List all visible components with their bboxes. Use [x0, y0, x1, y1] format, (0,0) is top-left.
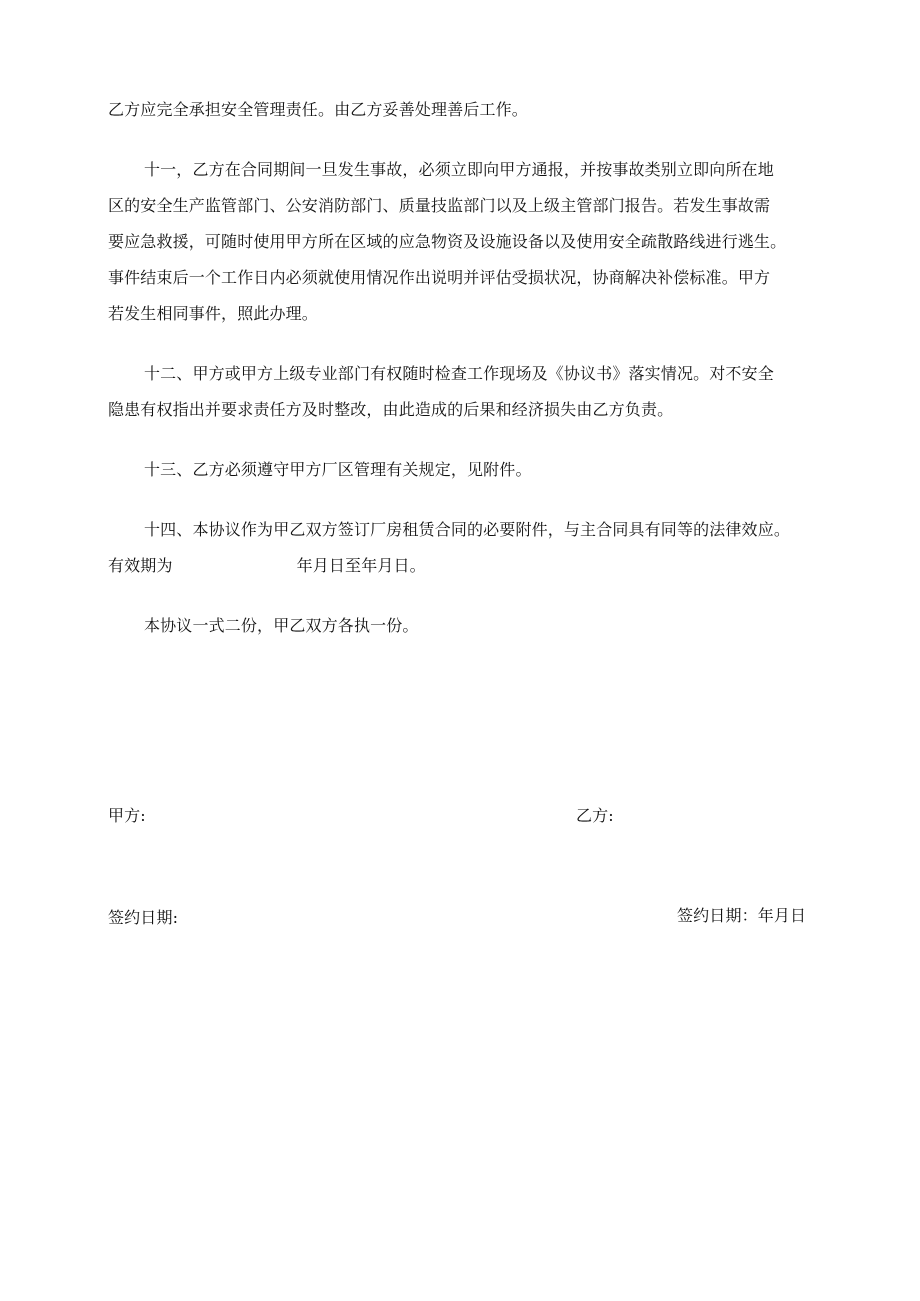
- clause-12-line-1: 十二、甲方或甲方上级专业部门有权随时检查工作现场及《协议书》落实情况。对不安全: [144, 364, 774, 383]
- clause-11-line-3: 要应急救援，可随时使用甲方所在区域的应急物资及设施设备以及使用安全疏散路线进行逃生。: [108, 232, 787, 251]
- clause-11-line-5: 若发生相同事件，照此办理。: [108, 304, 318, 323]
- clause-13-line-1: 十三、乙方必须遵守甲方厂区管理有关规定，见附件。: [144, 460, 532, 479]
- party-a-label: 甲方:: [108, 806, 146, 825]
- clause-11-line-1: 十一，乙方在合同期间一旦发生事故，必须立即向甲方通报，并按事故类别立即向所在地: [144, 160, 774, 179]
- validity-label: 有效期为: [108, 556, 173, 575]
- validity-dates: 年月日至年月日。: [296, 556, 426, 575]
- clause-11-line-4: 事件结束后一个工作日内必须就使用情况作出说明并评估受损状况，协商解决补偿标准。甲方: [108, 268, 771, 287]
- copies-line: 本协议一式二份，甲乙双方各执一份。: [144, 616, 419, 635]
- clause-11-line-2: 区的安全生产监管部门、公安消防部门、质量技监部门以及上级主管部门报告。若发生事故需: [108, 196, 771, 215]
- clause-line: 乙方应完全承担安全管理责任。由乙方妥善处理善后工作。: [108, 100, 528, 119]
- validity-line: [108, 556, 426, 576]
- clause-14-line-1: 十四、本协议作为甲乙双方签订厂房租赁合同的必要附件，与主合同具有同等的法律效应。: [144, 520, 791, 539]
- party-b-date-label: 签约日期：年月日: [677, 906, 807, 925]
- party-a-date-label: 签约日期:: [108, 908, 179, 927]
- party-b-label: 乙方:: [576, 806, 614, 825]
- clause-12-line-2: 隐患有权指出并要求责任方及时整改，由此造成的后果和经济损失由乙方负责。: [108, 400, 674, 419]
